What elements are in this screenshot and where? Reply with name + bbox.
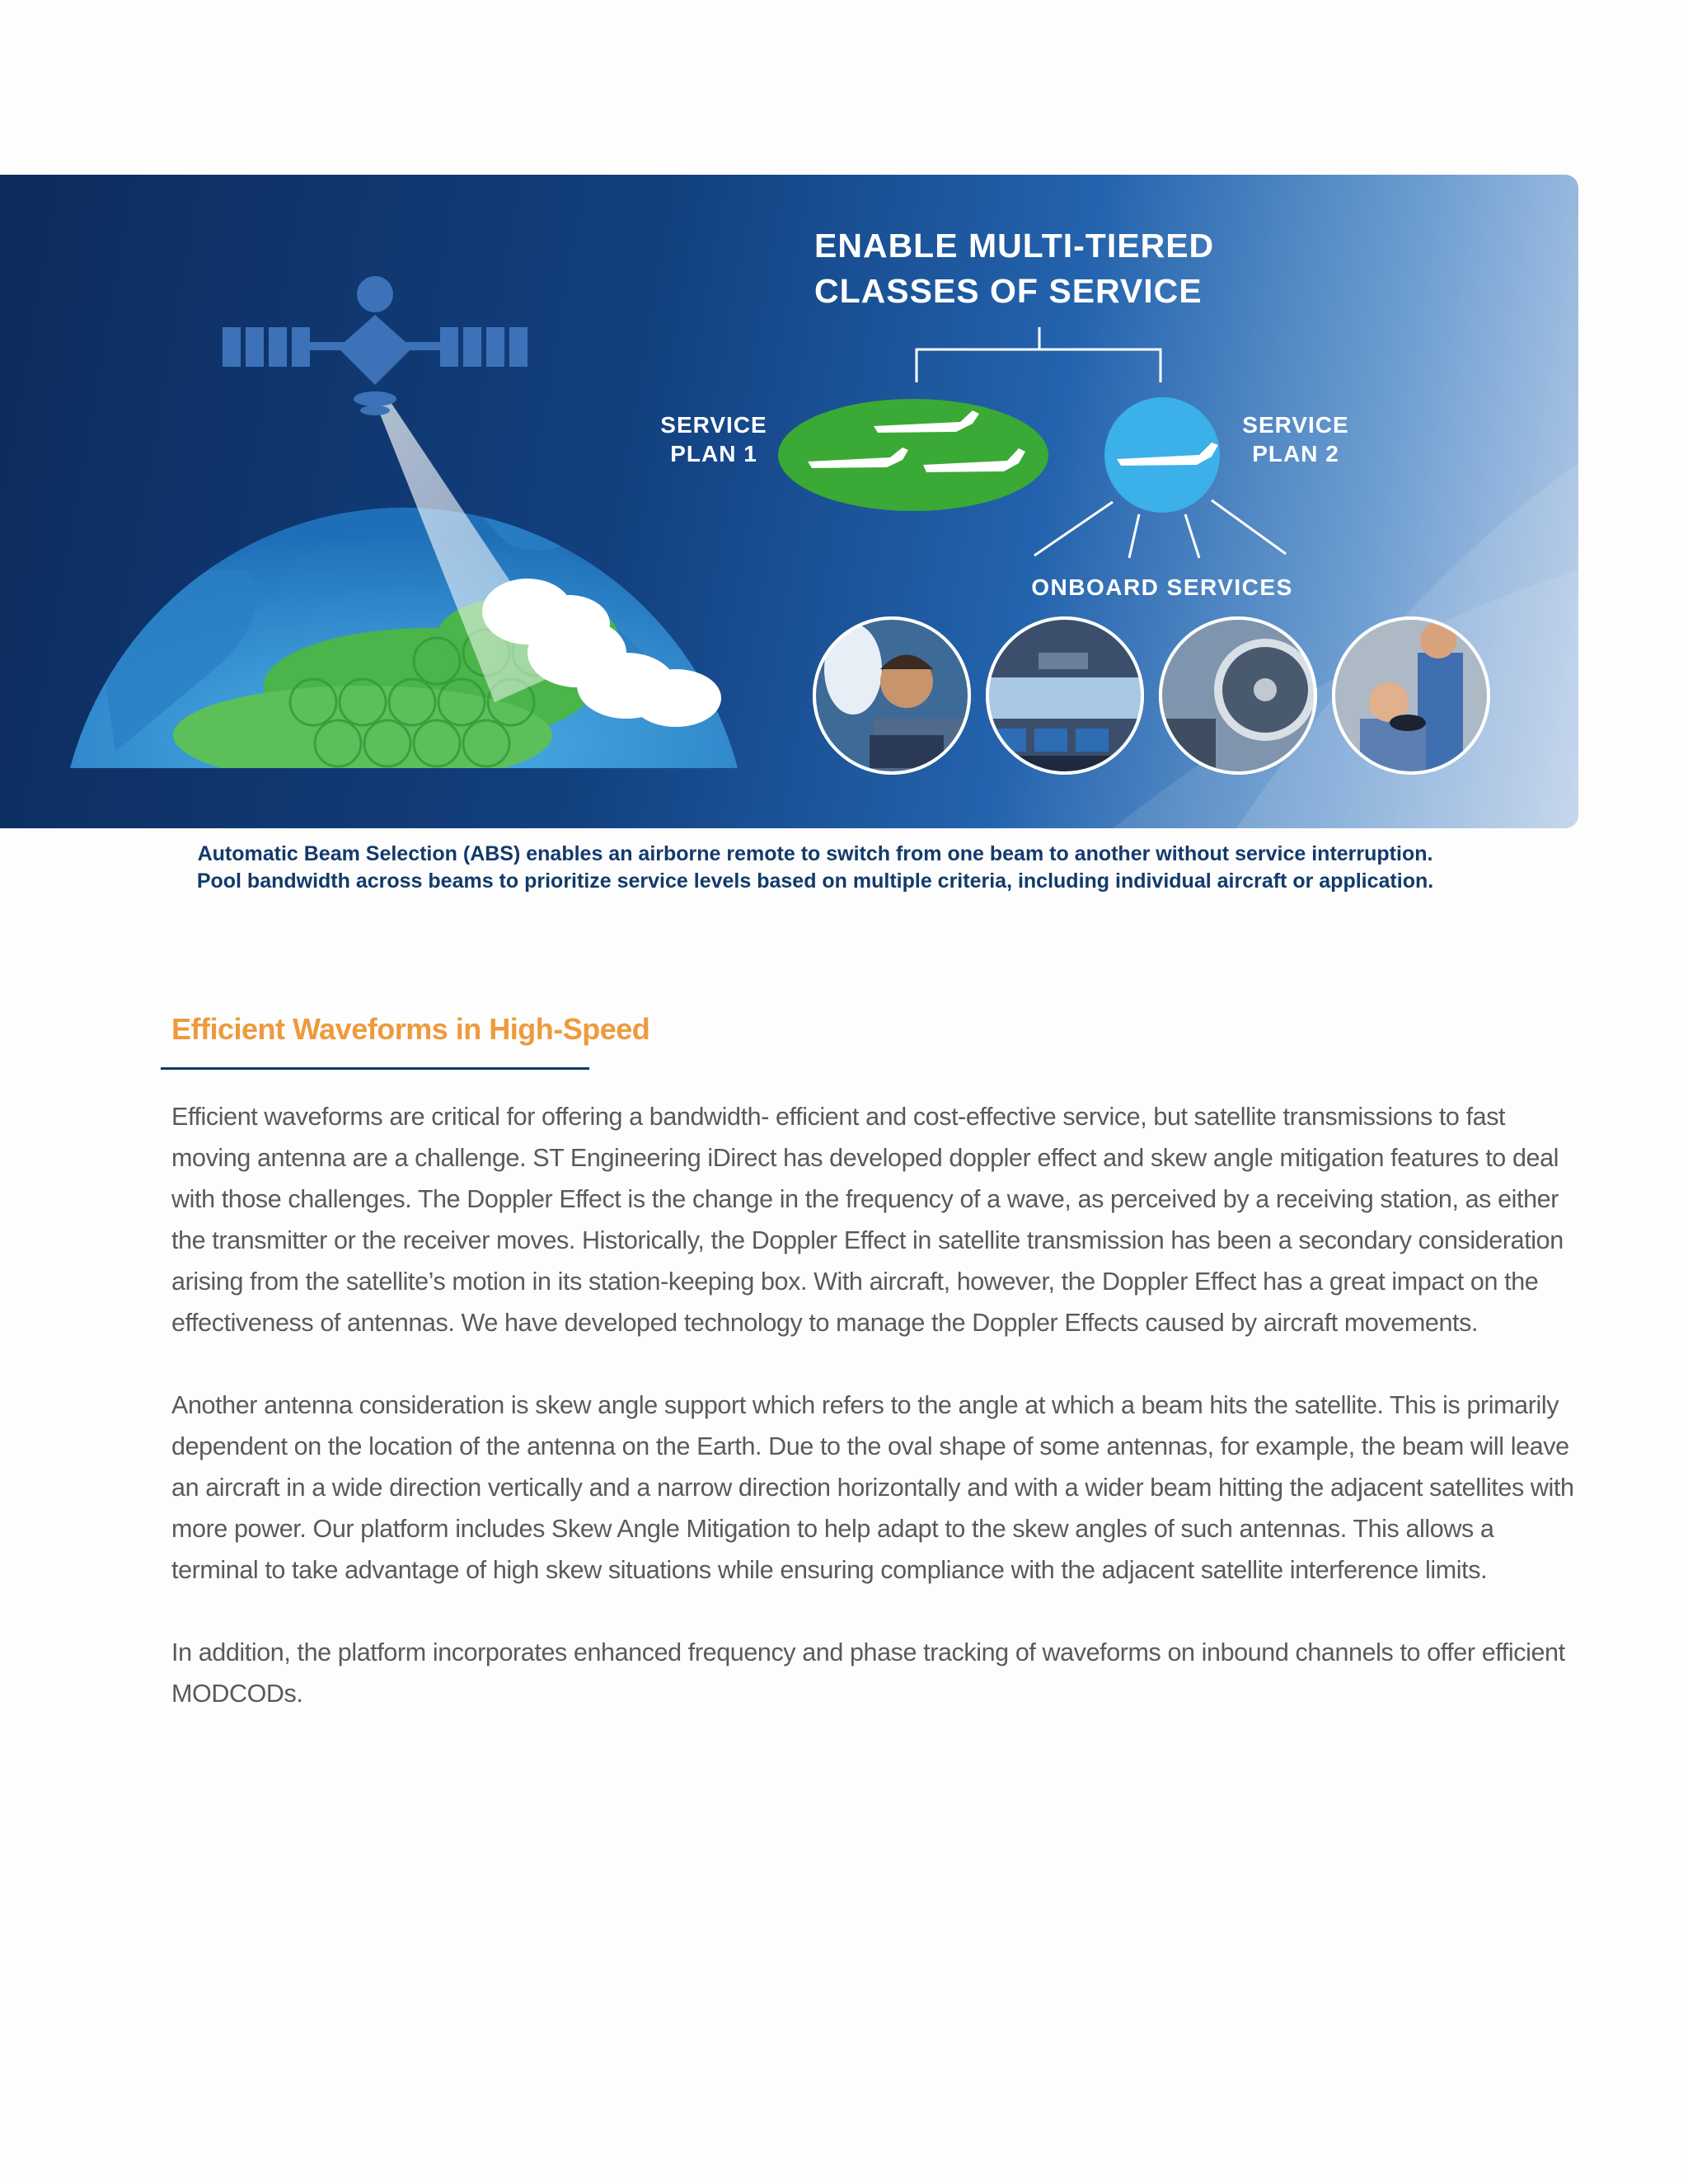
satellite-icon <box>223 276 528 415</box>
onboard-services-label: ONBOARD SERVICES <box>1031 574 1293 600</box>
service-plan-1-label-line1: SERVICE <box>660 412 767 438</box>
service-plan-1-badge <box>778 399 1048 511</box>
figure-illustration <box>0 175 1578 828</box>
service-plan-1-label-line2: PLAN 1 <box>670 441 757 466</box>
figure-title-line1: ENABLE MULTI-TIERED <box>814 227 1215 265</box>
earth-globe <box>70 471 738 785</box>
service-tiers-figure <box>0 175 1578 828</box>
onboard-photo-cockpit <box>981 612 1154 789</box>
paragraph: In addition, the platform incorporates enhanced frequency and phase tracking of waveforms on inbound channels to offer efficient MODCODs. <box>171 1638 1565 1708</box>
onboard-photo-passenger <box>808 612 981 793</box>
heading-underline <box>161 1067 589 1070</box>
paragraph: Efficient waveforms are critical for offering a bandwidth- efficient and cost-effective service, but satellite transmissions to fast moving antenna are a challenge. ST Engineering iDirect has developed doppler effect and skew angle mitigation features to deal with those challenges. The Doppler Effect is the change in the frequency of a wave, as perceived by a receiving station, as either the transmitter or the receiver moves. Historically, the Doppler Effect in satellite transmission has been a secondary consideration arising from the satellite’s motion in its station-keeping box. With aircraft, however, the Doppler Effect has a great impact on the effectiveness of antennas. We have developed technology to manage the Doppler Effects caused by aircraft movements. <box>171 1103 1564 1337</box>
service-plan-2-label-line2: PLAN 2 <box>1252 441 1339 466</box>
figure-caption <box>0 841 1688 895</box>
section-body <box>171 1096 1585 1755</box>
plan-connector <box>917 327 1160 382</box>
caption-line-2: Pool bandwidth across beams to prioritize service levels based on multiple criteria, including individual aircraft or application. <box>196 869 1434 893</box>
service-plan-2-label-line1: SERVICE <box>1242 412 1349 438</box>
section-heading: Efficient Waveforms in High-Speed <box>171 1012 650 1046</box>
paragraph: Another antenna consideration is skew angle support which refers to the angle at which a beam hits the satellite. This is primarily dependent on the location of the antenna on the Earth. Due to the oval shape of some antennas, for example, the beam will leave an aircraft in a wide direction vertically and a narrow direction horizontally and with a wider beam hitting the adjacent satellites with more power. Our platform includes Skew Angle Mitigation to help adapt to the skew angles of such antennas. This allows a terminal to take advantage of high skew situations while ensuring compliance with the adjacent satellite interference limits. <box>171 1391 1574 1584</box>
figure-title-line2: CLASSES OF SERVICE <box>814 272 1203 310</box>
caption-line-1: Automatic Beam Selection (ABS) enables an airborne remote to switch from one beam to another without service interruption. <box>197 842 1433 865</box>
